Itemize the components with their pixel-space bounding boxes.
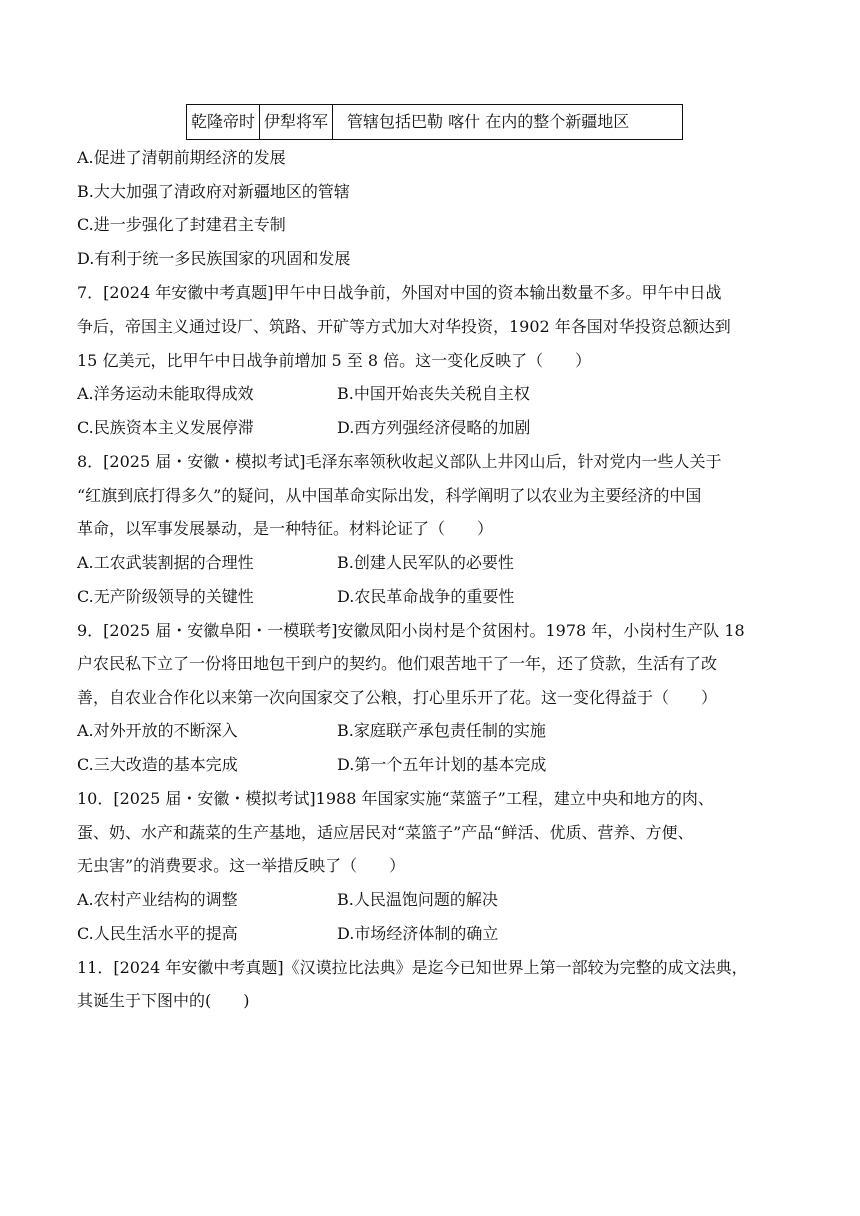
- q9-option-a: A.对外开放的不断深入: [77, 721, 238, 740]
- q11-stem-line-1: 11．[2024 年安徽中考真题]《汉谟拉比法典》是迄今已知世界上第一部较为完整的成文法典，: [77, 958, 748, 977]
- table-row: [187, 105, 683, 140]
- q9-stem-line-1: 9．[2025 届・安徽阜阳・一模联考]安徽凤阳小岗村是个贫困村。1978 年，小岗村生产队 18: [77, 621, 745, 640]
- q7-option-a: A.洋务运动未能取得成效: [77, 384, 254, 403]
- q10-option-a: A.农村产业结构的调整: [77, 890, 238, 909]
- info-table: [186, 104, 683, 140]
- q10-stem-line-2: 蛋、奶、水产和蔬菜的生产基地，适应居民对“菜篮子”产品“鲜活、优质、营养、方便、: [77, 823, 694, 842]
- q9-option-c: C.三大改造的基本完成: [77, 755, 238, 774]
- q8-stem-line-2: “红旗到底打得多久”的疑问，从中国革命实际出发，科学阐明了以农业为主要经济的中国: [77, 486, 702, 505]
- table-cell-official: 伊犁将军: [260, 105, 333, 140]
- q7-option-c: C.民族资本主义发展停滞: [77, 418, 254, 437]
- q9-stem-line-3: 善，自农业合作化以来第一次向国家交了公粮，打心里乐开了花。这一变化得益于（ ）: [77, 688, 718, 707]
- q9-option-b: B.家庭联产承包责任制的实施: [337, 721, 546, 740]
- q6-option-b: B.大大加强了清政府对新疆地区的管辖: [77, 182, 350, 201]
- q10-stem-line-1: 10．[2025 届・安徽・模拟考试]1988 年国家实施“菜篮子”工程，建立中央和地方的肉、: [77, 789, 714, 808]
- q7-stem-line-2: 争后，帝国主义通过设厂、筑路、开矿等方式加大对华投资，1902 年各国对华投资总额达到: [77, 317, 731, 336]
- q10-option-b: B.人民温饱问题的解决: [337, 890, 498, 909]
- q7-stem-line-1: 7．[2024 年安徽中考真题]甲午中日战争前，外国对中国的资本输出数量不多。甲午中日战: [77, 283, 722, 302]
- q8-option-a: A.工农武装割据的合理性: [77, 553, 254, 572]
- q10-option-c: C.人民生活水平的提高: [77, 924, 238, 943]
- q6-option-a: A.促进了清朝前期经济的发展: [77, 148, 286, 167]
- q9-option-d: D.第一个五年计划的基本完成: [337, 755, 547, 774]
- q9-stem-line-2: 户农民私下立了一份将田地包干到户的契约。他们艰苦地干了一年，还了贷款，生活有了改: [77, 654, 718, 673]
- q10-option-d: D.市场经济体制的确立: [337, 924, 499, 943]
- table-cell-period: 乾隆帝时: [187, 105, 260, 140]
- q10-stem-line-3: 无虫害”的消费要求。这一举措反映了（ ）: [77, 856, 406, 875]
- q8-stem-line-1: 8．[2025 届・安徽・模拟考试]毛泽东率领秋收起义部队上井冈山后，针对党内一些人关于: [77, 452, 722, 471]
- q6-option-d: D.有利于统一多民族国家的巩固和发展: [77, 249, 351, 268]
- q6-option-c: C.进一步强化了封建君主专制: [77, 215, 286, 234]
- q8-option-c: C.无产阶级领导的关键性: [77, 587, 254, 606]
- q8-option-b: B.创建人民军队的必要性: [337, 553, 514, 572]
- q11-stem-line-2: 其诞生于下图中的( ): [77, 991, 250, 1010]
- q7-option-b: B.中国开始丧失关税自主权: [337, 384, 530, 403]
- q7-option-d: D.西方列强经济侵略的加剧: [337, 418, 531, 437]
- q7-stem-line-3: 15 亿美元，比甲午中日战争前增加 5 至 8 倍。这一变化反映了（ ）: [77, 351, 592, 370]
- table-cell-jurisdiction: 管辖包括巴勒 喀什 在内的整个新疆地区: [333, 105, 683, 140]
- q8-stem-line-3: 革命，以军事发展暴动，是一种特征。材料论证了（ ）: [77, 519, 494, 538]
- q8-option-d: D.农民革命战争的重要性: [337, 587, 515, 606]
